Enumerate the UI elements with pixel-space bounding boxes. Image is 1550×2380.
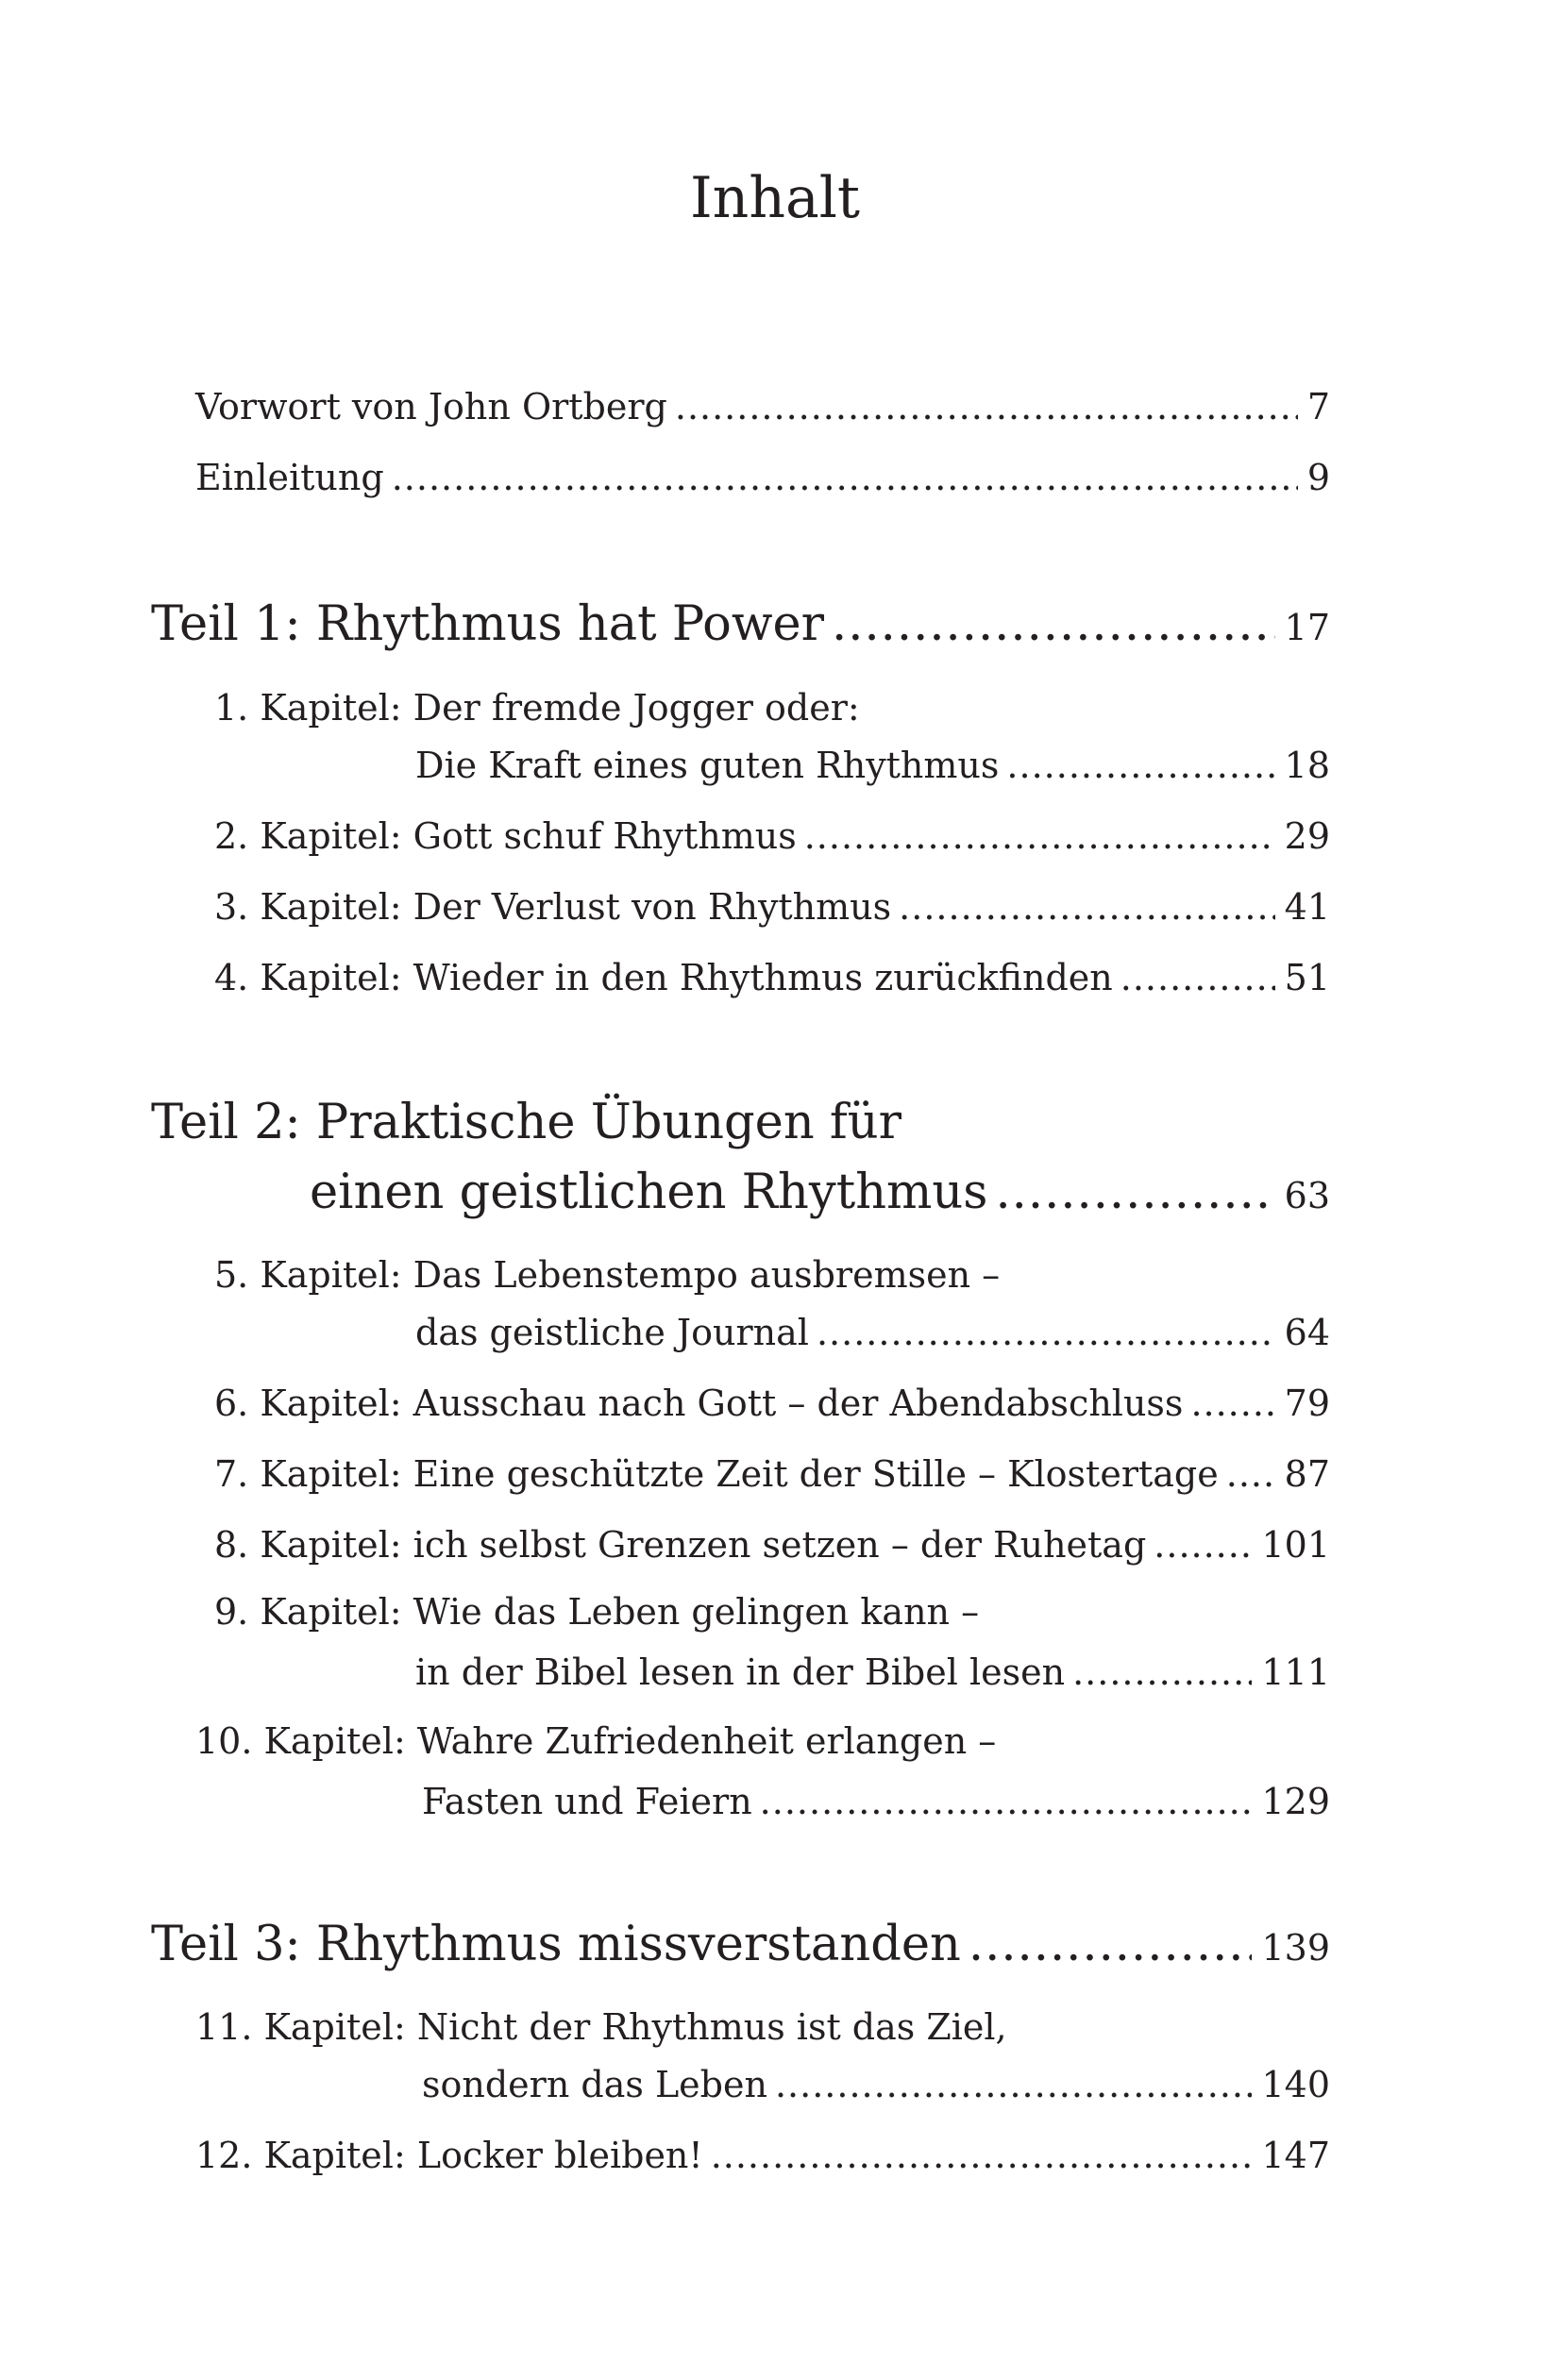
chapter-number: 8. Kapitel: <box>214 1524 402 1566</box>
chapter-number: 3. Kapitel: <box>214 886 402 928</box>
chapter-title: Ausschau nach Gott – der Abendabschluss <box>413 1383 1184 1424</box>
dot-leader <box>675 372 1298 443</box>
toc-part-3[interactable] <box>151 1907 1330 1986</box>
dot-leader <box>817 1298 1275 1368</box>
toc-chapter-8[interactable] <box>214 1510 1330 1581</box>
part-title: Rhythmus hat Power <box>315 596 825 652</box>
toc-page-number: 17 <box>1284 607 1330 648</box>
chapter-number: 12. Kapitel: <box>195 2135 406 2176</box>
chapter-number: 9. Kapitel: <box>214 1591 402 1633</box>
toc-page-number: 51 <box>1284 957 1330 998</box>
part-title-continued: einen geistlichen Rhythmus <box>310 1165 988 1220</box>
chapter-title: Wie das Leben gelingen kann – <box>413 1591 980 1633</box>
toc-page-number: 63 <box>1284 1175 1330 1216</box>
toc-chapter-9-line2[interactable] <box>415 1637 1330 1708</box>
dot-leader <box>899 872 1274 943</box>
dot-leader <box>392 443 1298 513</box>
toc-chapter-3[interactable] <box>214 872 1330 943</box>
dot-leader <box>775 2050 1253 2120</box>
chapter-title-continued: Die Kraft eines guten Rhythmus <box>415 745 1000 786</box>
toc-entry-introduction[interactable] <box>195 443 1330 513</box>
dot-leader <box>804 801 1275 872</box>
toc-chapter-6[interactable] <box>214 1368 1330 1439</box>
page-title: Inhalt <box>689 165 861 231</box>
part-label: Teil 3: <box>151 1917 301 1972</box>
chapter-title: Locker bleiben! <box>416 2135 703 2176</box>
chapter-number: 10. Kapitel: <box>195 1720 406 1762</box>
dot-leader <box>1154 1510 1252 1581</box>
toc-chapter-10-line2[interactable] <box>422 1767 1330 1837</box>
toc-page-number: 147 <box>1261 2135 1330 2176</box>
toc-chapter-7[interactable] <box>214 1439 1330 1510</box>
toc-part-2-line1[interactable] <box>151 1085 901 1161</box>
toc-page-number: 29 <box>1284 815 1330 857</box>
part-title: Praktische Übungen für <box>315 1095 902 1150</box>
chapter-number: 7. Kapitel: <box>214 1453 402 1495</box>
chapter-number: 6. Kapitel: <box>214 1383 402 1424</box>
toc-chapter-4[interactable] <box>214 943 1330 1014</box>
part-label: Teil 1: <box>151 596 301 652</box>
chapter-number: 2. Kapitel: <box>214 815 402 857</box>
chapter-title: Gott schuf Rhythmus <box>413 815 797 857</box>
dot-leader <box>1006 730 1274 801</box>
chapter-title: Eine geschützte Zeit der Stille – Klostertage <box>413 1453 1219 1495</box>
toc-chapter-1-line2[interactable] <box>415 730 1330 801</box>
toc-page-number: 41 <box>1284 886 1330 928</box>
chapter-title-continued: sondern das Leben <box>422 2064 767 2105</box>
toc-page-number: 140 <box>1261 2064 1330 2105</box>
chapter-number: 4. Kapitel: <box>214 957 402 998</box>
toc-page-number: 129 <box>1261 1781 1330 1822</box>
dot-leader <box>969 1907 1253 1983</box>
dot-leader <box>995 1155 1274 1231</box>
chapter-number: 11. Kapitel: <box>195 2006 406 2048</box>
chapter-number: 5. Kapitel: <box>214 1254 402 1296</box>
toc-entry-title: Einleitung <box>195 457 384 498</box>
part-title: Rhythmus missverstanden <box>315 1917 961 1972</box>
toc-page-number: 111 <box>1261 1651 1330 1693</box>
toc-page-number: 7 <box>1306 386 1330 427</box>
toc-page-number: 9 <box>1306 457 1330 498</box>
toc-page-number: 139 <box>1261 1927 1330 1969</box>
dot-leader <box>1190 1368 1274 1439</box>
part-label: Teil 2: <box>151 1095 301 1150</box>
toc-page-number: 87 <box>1284 1453 1330 1495</box>
chapter-title-continued: in der Bibel lesen in der Bibel lesen <box>415 1651 1066 1693</box>
chapter-title-continued: das geistliche Journal <box>415 1312 809 1353</box>
toc-page-number: 79 <box>1284 1383 1330 1424</box>
chapter-title: Der Verlust von Rhythmus <box>413 886 892 928</box>
chapter-title: Wieder in den Rhythmus zurückfinden <box>413 957 1113 998</box>
toc-part-2-line2[interactable] <box>310 1155 1330 1233</box>
dot-leader <box>1226 1439 1275 1510</box>
chapter-title: Der fremde Jogger oder: <box>413 687 860 729</box>
chapter-title: Nicht der Rhythmus ist das Ziel, <box>416 2006 1007 2048</box>
toc-chapter-11-line2[interactable] <box>422 2050 1330 2120</box>
chapter-number: 1. Kapitel: <box>214 687 402 729</box>
chapter-title-continued: Fasten und Feiern <box>422 1781 752 1822</box>
chapter-title: ich selbst Grenzen setzen – der Ruhetag <box>413 1524 1147 1566</box>
toc-page-number: 18 <box>1284 745 1330 786</box>
toc-chapter-2[interactable] <box>214 801 1330 872</box>
toc-entry-title: Vorwort von John Ortberg <box>195 386 667 427</box>
toc-page-number: 64 <box>1284 1312 1330 1353</box>
toc-page-number: 101 <box>1261 1524 1330 1566</box>
dot-leader <box>711 2120 1253 2191</box>
dot-leader <box>1072 1637 1252 1708</box>
dot-leader <box>760 1767 1253 1837</box>
chapter-title: Wahre Zufriedenheit erlangen – <box>416 1720 997 1762</box>
dot-leader <box>1120 943 1275 1014</box>
toc-chapter-5-line2[interactable] <box>415 1298 1330 1368</box>
toc-entry-foreword[interactable] <box>195 372 1330 443</box>
chapter-title: Das Lebenstempo ausbremsen – <box>413 1254 1001 1296</box>
toc-part-1[interactable] <box>151 587 1330 665</box>
toc-chapter-12[interactable] <box>195 2120 1330 2191</box>
dot-leader <box>832 587 1275 662</box>
